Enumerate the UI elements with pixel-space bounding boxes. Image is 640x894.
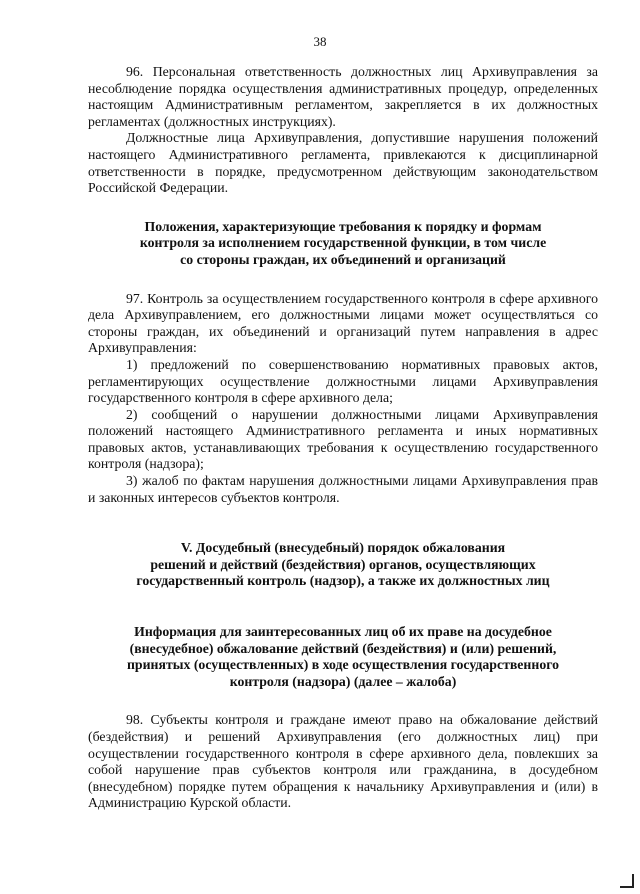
heading-line: принятых (осуществленных) в ходе осуществления государственного <box>126 657 560 673</box>
paragraph-officials-liability: Должностные лица Архивуправления, допустившие нарушения положений настоящего Административного регламента, привлекаются к дисциплинарной ответственности в порядке, предусмотренном действующим законодательством Российской Федерации. <box>88 130 598 196</box>
page-number: 38 <box>313 34 327 49</box>
list-item-2: 2) сообщений о нарушении должностными лицами Архивуправления положений настоящего Административного регламента и иных нормативных правовых актов, устанавливающих требования к осуществлению государственного контроля (надзора); <box>88 406 598 472</box>
heading-line: Положения, характеризующие требования к порядку и формам <box>144 218 542 234</box>
heading-line: решений и действий (бездействия) органов, осуществляющих <box>150 556 536 572</box>
paragraph-96: 96. Персональная ответственность должностных лиц Архивуправления за несоблюдение порядка осуществления административных процедур, определенных настоящим Административным регламентом, закрепляется в их должностных регламентах (должностных инструкциях). <box>88 64 598 129</box>
heading-line: контроля (надзора) (далее – жалоба) <box>229 673 457 689</box>
heading-line: V. Досудебный (внесудебный) порядок обжалования <box>180 540 506 556</box>
list-item-1: 1) предложений по совершенствованию нормативных правовых актов, регламентирующих осуществление должностными лицами Архивуправления государственного контроля в сфере архивного дела; <box>88 356 598 406</box>
heading-line: (внесудебное) обжалование действий (бездействия) и (или) решений, <box>129 640 557 656</box>
paragraph-98: 98. Субъекты контроля и граждане имеют право на обжалование действий (бездействия) и решений Архивуправления (его должностных лиц) при осуществлении государственного контроля в сфере архивного дела, повлекших за собой нарушение прав субъектов контроля или гражданина, в досудебном (внесудебном) порядке путем обращения к начальнику Архивуправления и (или) в Администрацию Курской области. <box>88 712 598 811</box>
heading-line: Информация для заинтересованных лиц об их праве на досудебное <box>134 624 552 640</box>
corner-mark <box>620 874 634 888</box>
heading-line: государственный контроль (надзор), а также их должностных лиц <box>136 573 550 589</box>
heading-line: со стороны граждан, их объединений и организаций <box>180 251 506 267</box>
section-heading-v-pretrial-appeal <box>88 540 598 590</box>
document-body <box>88 64 598 812</box>
heading-line: контроля за исполнением государственной функции, в том числе <box>139 235 547 251</box>
section-heading-control-provisions <box>88 219 598 269</box>
section-heading-complaint-info <box>88 624 598 690</box>
list-item-3: 3) жалоб по фактам нарушения должностными лицами Архивуправления прав и законных интересов субъектов контроля. <box>88 473 598 505</box>
paragraph-97: 97. Контроль за осуществлением государственного контроля в сфере архивного дела Архивуправлением, его должностными лицами может осуществляться со стороны граждан, их объединений и организаций путем направления в адрес Архивуправления: <box>88 290 598 356</box>
